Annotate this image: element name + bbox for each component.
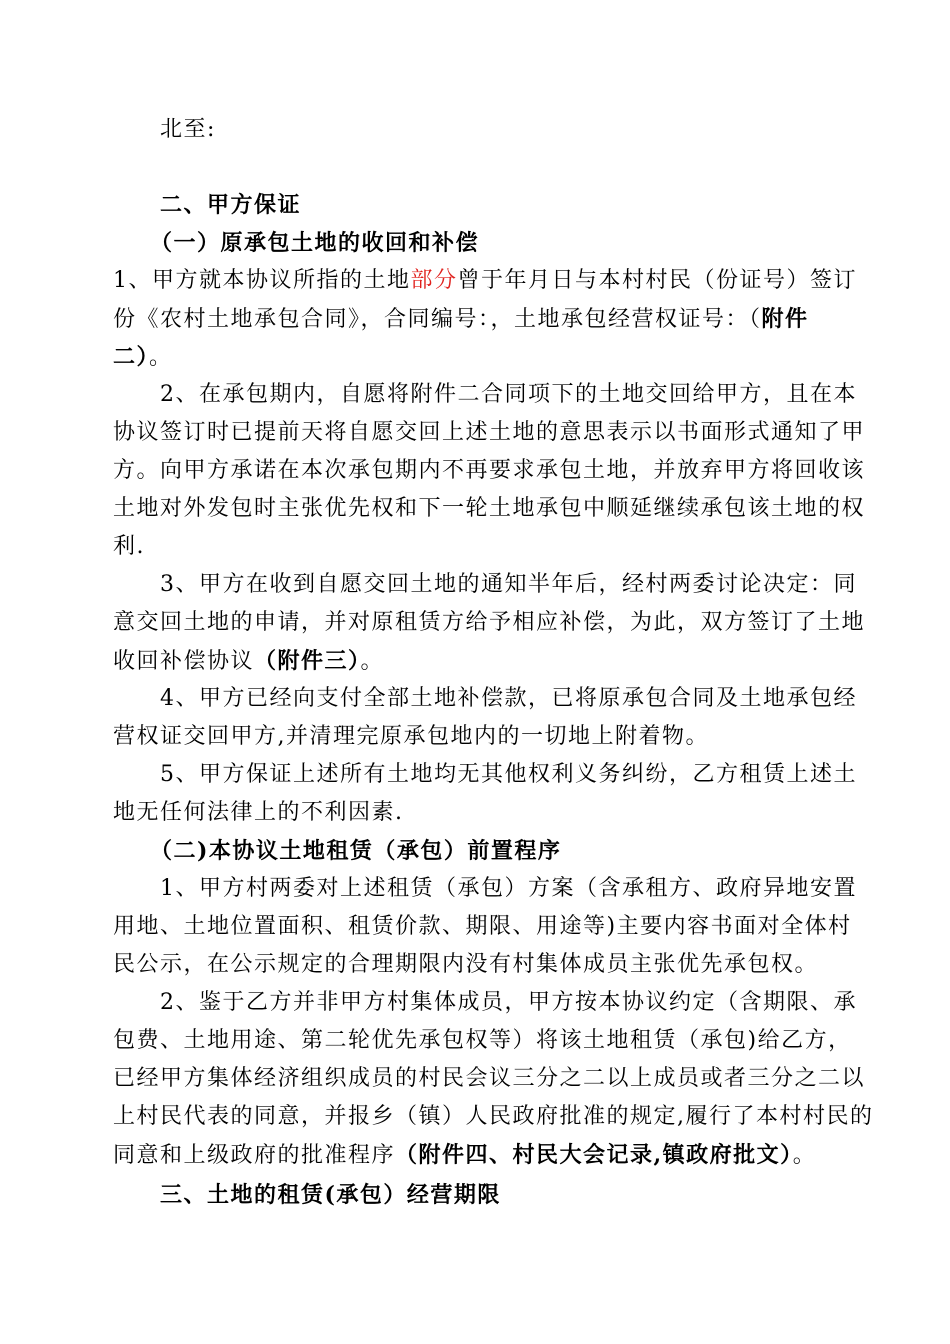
- procedure-2-line-1: 2、鉴于乙方并非甲方村集体成员，甲方按本协议约定（含期限、承: [160, 990, 857, 1015]
- text-segment: 曾于年月日与本村村民（份证号）签订: [457, 268, 858, 293]
- attachment-ref: 二）: [113, 344, 150, 370]
- paragraph-4-line-1: 4、甲方已经向支付全部土地补偿款，已将原承包合同及土地承包经: [160, 686, 857, 711]
- procedure-2-line-5: [113, 1140, 816, 1171]
- paragraph-2-line-5: 利.: [113, 534, 145, 559]
- subsection-1-heading: （一）原承包土地的收回和补偿: [150, 230, 480, 256]
- attachment-ref: 附件: [761, 306, 809, 332]
- paragraph-2-line-4: 土地对外发包时主张优先权和下一轮土地承包中顺延继续承包该土地的权: [113, 496, 866, 521]
- paragraph-5-line-2: 地无任何法律上的不利因素.: [113, 800, 404, 825]
- paragraph-1-line-2: [113, 304, 809, 335]
- procedure-1-line-1: 1、甲方村两委对上述租赁（承包）方案（含承租方、政府异地安置: [160, 876, 857, 901]
- procedure-1-line-3: 民公示，在公示规定的合理期限内没有村集体成员主张优先承包权。: [113, 952, 819, 977]
- paragraph-2-line-1: 2、在承包期内，自愿将附件二合同项下的土地交回给甲方，且在本: [160, 382, 857, 407]
- text-segment: 1、甲方就本协议所指的土地: [113, 268, 411, 293]
- section-3-heading: 三、土地的租赁(承包）经营期限: [160, 1182, 501, 1208]
- paragraph-4-line-2: 营权证交回甲方,并清理完原承包地内的一切地上附着物。: [113, 724, 709, 749]
- highlighted-word: 部分: [410, 268, 458, 293]
- text-segment: 。: [360, 649, 385, 674]
- paragraph-1-line-3: [113, 342, 173, 373]
- paragraph-3-line-3: [113, 646, 384, 677]
- procedure-1-line-2: 用地、土地位置面积、租赁价款、期限、用途等)主要内容书面对全体村: [113, 914, 852, 939]
- subsection-2-heading: （二)本协议土地租赁（承包）前置程序: [150, 838, 562, 864]
- paragraph-1-line-1: [113, 266, 857, 296]
- paragraph-3-line-2: 意交回土地的申请，并对原租赁方给予相应补偿，为此，双方签订了土地: [113, 610, 866, 635]
- procedure-2-line-2: 包费、土地用途、第二轮优先承包权等）将该土地租赁（承包)给乙方，: [113, 1028, 852, 1053]
- procedure-2-line-4: 上村民代表的同意，并报乡（镇）人民政府批准的规定,履行了本村村民的: [113, 1104, 874, 1129]
- text-segment: 份《农村土地承包合同》，合同编号：，土地承包经营权证号：（: [113, 307, 762, 332]
- paragraph-2-line-2: 协议签订时已提前天将自愿交回上述土地的意思表示以书面形式通知了甲: [113, 420, 866, 445]
- text-segment: 同意和上级政府的批准程序: [113, 1143, 396, 1168]
- paragraph-3-line-1: 3、甲方在收到自愿交回土地的通知半年后，经村两委讨论决定：同: [160, 572, 857, 597]
- north-boundary-line: 北至:: [160, 117, 216, 142]
- paragraph-2-line-3: 方。向甲方承诺在本次承包期内不再要求承包土地，并放弃甲方将回收该: [113, 458, 866, 483]
- paragraph-5-line-1: 5、甲方保证上述所有土地均无其他权利义务纠纷，乙方租赁上述土: [160, 762, 857, 787]
- text-segment: 。: [149, 345, 173, 370]
- attachment-ref: （附件四、村民大会记录,镇政府批文）: [395, 1142, 793, 1168]
- procedure-2-line-3: 已经甲方集体经济组织成员的村民会议三分之二以上成员或者三分之二以: [113, 1066, 866, 1091]
- text-segment: 收回补偿协议: [113, 649, 255, 674]
- text-segment: 。: [792, 1143, 817, 1168]
- section-2-heading: 二、甲方保证: [160, 192, 302, 218]
- attachment-ref: （附件三）: [254, 648, 361, 674]
